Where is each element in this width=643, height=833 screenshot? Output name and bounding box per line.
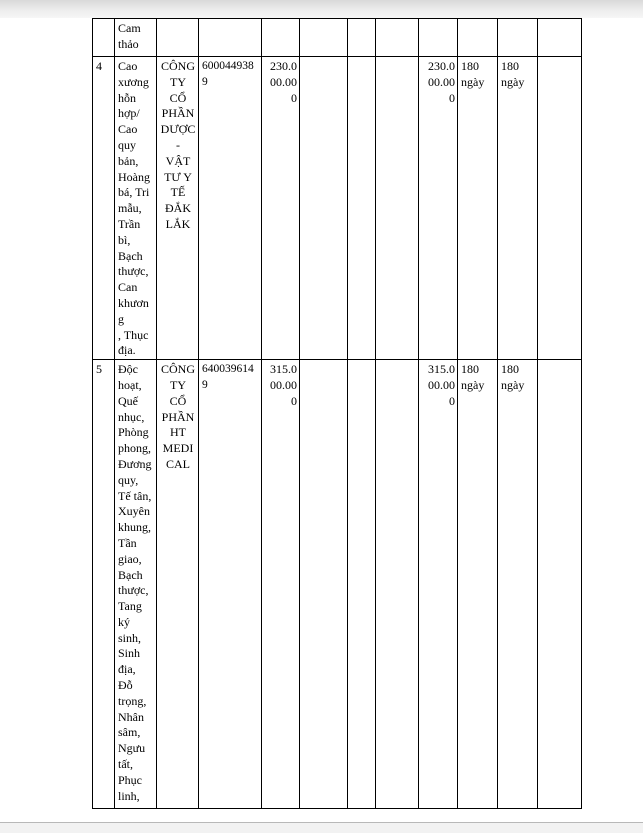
table-row: [93, 19, 582, 57]
empty-cell: [348, 360, 376, 809]
company-name: [157, 19, 199, 57]
tax-code: 6400396149: [199, 360, 262, 809]
row-number: 4: [93, 57, 115, 360]
company-name: CÔNG TY CỔ PHẦN DƯỢC - VẬT TƯ Y TẾ ĐẮK LẮK: [157, 57, 199, 360]
delivery-term: 180 ngày: [458, 360, 498, 809]
product-name: Cam thảo: [115, 19, 157, 57]
delivery-term: [458, 19, 498, 57]
total-price: 315.0 00.00 0: [419, 360, 458, 809]
total-price: 230.0 00.00 0: [419, 57, 458, 360]
tax-code: 6000449389: [199, 57, 262, 360]
company-name: CÔNG TY CỔ PHẦN HT MEDI CAL: [157, 360, 199, 809]
unit-price: 315.0 00.00 0: [262, 360, 300, 809]
validity-term: [498, 19, 538, 57]
empty-cell: [348, 19, 376, 57]
unit-price: 230.0 00.00 0: [262, 57, 300, 360]
total-price: [419, 19, 458, 57]
validity-term: 180 ngày: [498, 57, 538, 360]
row-number: 5: [93, 360, 115, 809]
empty-cell: [538, 57, 582, 360]
viewer-bottom-bar: [0, 822, 643, 833]
table-row: [93, 57, 582, 360]
unit-price: [262, 19, 300, 57]
product-name: Cao xương hỗn hợp/ Cao quy bản, Hoàng bá, Tri mẫu, Trần bì, Bạch thược, Can khương , Thục địa.: [115, 57, 157, 360]
empty-cell: [300, 57, 348, 360]
empty-cell: [538, 19, 582, 57]
empty-cell: [300, 360, 348, 809]
empty-cell: [376, 57, 419, 360]
contract-items-table: [92, 18, 582, 809]
table-row: [93, 360, 582, 809]
empty-cell: [376, 360, 419, 809]
product-name: Độc hoạt, Quế nhục, Phòng phong, Đương quy, Tế tân, Xuyên khung, Tần giao, Bạch thược, Tang ký sinh, Sinh địa, Đỗ trọng, Nhân sâm, Ngưu tất, Phục linh,: [115, 360, 157, 809]
empty-cell: [376, 19, 419, 57]
viewer-top-bar: [0, 0, 643, 19]
empty-cell: [300, 19, 348, 57]
row-number: [93, 19, 115, 57]
empty-cell: [348, 57, 376, 360]
validity-term: 180 ngày: [498, 360, 538, 809]
delivery-term: 180 ngày: [458, 57, 498, 360]
document-page: [0, 18, 643, 822]
empty-cell: [538, 360, 582, 809]
tax-code: [199, 19, 262, 57]
